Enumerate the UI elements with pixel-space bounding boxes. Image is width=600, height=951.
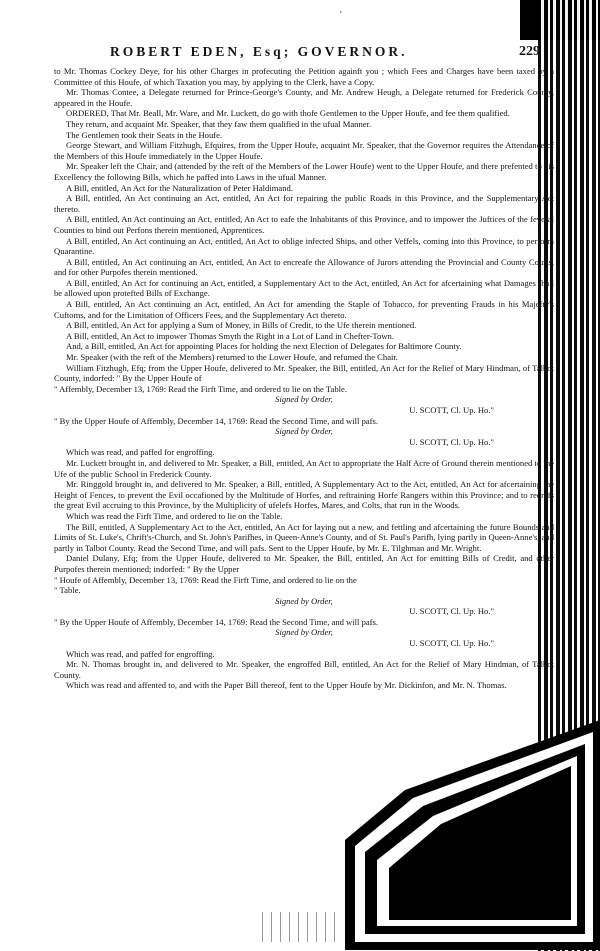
signed-by-order: Signed by Order, bbox=[275, 426, 333, 437]
paragraph: The Gentlemen took their Seats in the Houfe. bbox=[66, 129, 223, 140]
page-corner-fold bbox=[345, 720, 600, 950]
page-number: 229 bbox=[519, 44, 540, 59]
paragraph: George Stewart, and William Fitzhugh, Efquires, from the Upper Houfe, acquaint Mr. Speaker, that the Governor requires the Attendance of the Members of this Houfe immediately in the Upper Houfe. bbox=[54, 140, 554, 161]
paragraph: A Bill, entitled, An Act for applying a Sum of Money, in Bills of Credit, to the Ufe therein mentioned. bbox=[66, 320, 417, 331]
page-header bbox=[70, 44, 540, 66]
paragraph: to Mr. Thomas Cockey Deye, for his other Charges in profecuting the Petition againft you ; which Fees and Charges have been taxed by a Committee of this Houfe, of which Taxation you may, by applying to the Clerk, have a Copy. bbox=[54, 66, 554, 87]
endorsement-line: " Affembly, December 13, 1769: Read the Firft Time, and ordered to lie on the Table. bbox=[54, 383, 347, 394]
paragraph: Mr. N. Thomas brought in, and delivered to Mr. Speaker, the engroffed Bill, entitled, An Act for the Relief of Mary Hindman, of Talbot County. bbox=[54, 659, 554, 680]
paragraph: A Bill, entitled, An Act continuing an Act, entitled, An Act to oblige infected Ships, and other Veffels, coming into this Province, to perform Quarantine. bbox=[54, 235, 554, 257]
paragraph: Mr. Ringgold brought in, and delivered to Mr. Speaker, a Bill, entitled, A Supplementary Act to the Act, entitled, An Act for afcertaining the Height of Fences, to prevent the Evil occafioned by the Multitude of Horfes, and reftraining Horfe Rangers within this Province; and to redrefs the great Evil accruing to this Province, by the Multiplicity of ufelefs Horfes, Mares, and Colts, that run in the Woods. bbox=[54, 479, 554, 511]
paragraph: A Bill, entitled, An Act for continuing an Act, entitled, a Supplementary Act to the Act, entitled, An Act for afcertaining what Damages fhall be allowed upon protefted Bills of Exchange. bbox=[54, 277, 554, 299]
paragraph: The Bill, entitled, A Supplementary Act to the Act, entitled, An Act for laying out a new, and fettling and afcertaining the future Bounds and Limits of St. Luke's, Chrift's-Church, and St. John's Parifhes, in Queen-Anne's County, and of St. Paul's Parifh, lying partly in Queen-Anne's, and partly in Talbot County. Read the Second Time, and will pafs. Sent to the Upper Houfe, by Mr. E. Tilghman and Mr. Wright. bbox=[54, 521, 554, 553]
paragraph: William Fitzhugh, Efq; from the Upper Houfe, delivered to Mr. Speaker, the Bill, entitled, An Act for the Relief of Mary Hindman, of Talbot County, indorfed: " By the Upper Houfe of bbox=[54, 362, 554, 384]
paragraph: A Bill, entitled, An Act continuing an Act, entitled, An Act for repairing the public Roads in this Province, and the Supplementary Act thereto. bbox=[54, 193, 554, 214]
paragraph: Which was read and affented to, and with the Paper Bill thereof, fent to the Upper Houfe by Mr. Dickinfon, and Mr. N. Thomas. bbox=[66, 680, 507, 691]
paragraph: They return, and acquaint Mr. Speaker, that they faw them qualified in the ufual Manner. bbox=[66, 118, 372, 129]
signed-by-order: Signed by Order, bbox=[275, 595, 333, 606]
signed-by-order: Signed by Order, bbox=[275, 394, 333, 405]
paragraph: Mr. Speaker left the Chair, and (attended by the reft of the Members of the Lower Houfe) went to the Upper Houfe, and there prefented to his Excellency the following Bills, which he paffed into Laws in the ufual Manner. bbox=[54, 161, 554, 182]
paragraph: Mr. Speaker (with the reft of the Members) returned to the Lower Houfe, and refumed the Chair. bbox=[66, 352, 398, 363]
paragraph: Mr. Thomas Contee, a Delegate returned for Prince-George's County, and Mr. Andrew Heugh, a Delegate returned for Frederick County, appeared in the Houfe. bbox=[54, 87, 554, 108]
endorsement-line: " Houfe of Affembly, December 13, 1769: Read the Firft Time, and ordered to lie on the bbox=[54, 574, 357, 585]
paragraph: Which was read the Firft Time, and ordered to lie on the Table. bbox=[66, 510, 283, 521]
clerk-signature: U. SCOTT, Cl. Up. Ho." bbox=[409, 436, 494, 447]
paragraph: A Bill, entitled, An Act continuing an Act, entitled, An Act to eafe the Inhabitants of this Province, and to impower the Juftices of the feveral Counties to bind out Perfons therein mentioned, Apprentices. bbox=[54, 214, 554, 235]
endorsement-line: " By the Upper Houfe of Affembly, December 14, 1769: Read the Second Time, and will pafs. bbox=[54, 415, 379, 426]
signed-by-order: Signed by Order, bbox=[275, 627, 333, 638]
paragraph: And, a Bill, entitled, An Act for appointing Places for holding the next Election of Delegates for Baltimore County. bbox=[66, 341, 462, 352]
clerk-signature: U. SCOTT, Cl. Up. Ho." bbox=[409, 606, 494, 617]
paragraph: A Bill, entitled, An Act to impower Thomas Smyth the Right in a Lot of Land in Chefter-Town. bbox=[66, 330, 394, 341]
paragraph: A Bill, entitled, An Act for the Naturalization of Peter Haldimand. bbox=[66, 182, 293, 193]
top-mark: ' bbox=[340, 10, 342, 21]
endorsement-line: " By the Upper Houfe of Affembly, December 14, 1769: Read the Second Time, and will pafs. bbox=[54, 616, 379, 627]
endorsement-line: " Table. bbox=[54, 585, 81, 596]
gutter-marks bbox=[262, 912, 342, 942]
paragraph: Which was read, and paffed for engroffing. bbox=[66, 447, 215, 458]
clerk-signature: U. SCOTT, Cl. Up. Ho." bbox=[409, 638, 494, 649]
running-head: ROBERT EDEN, Esq; GOVERNOR. bbox=[110, 44, 408, 59]
paragraph: ORDERED, That Mr. Beall, Mr. Ware, and Mr. Luckett, do go with thofe Gentlemen to the Upper Houfe, and fee them qualified. bbox=[66, 108, 510, 119]
paragraph: Which was read, and paffed for engroffing. bbox=[66, 648, 215, 659]
paragraph: Daniel Dulany, Efq; from the Upper Houfe, delivered to Mr. Speaker, the Bill, entitled, An Act for emitting Bills of Credit, and other Purpofes therein mentioned; indorfed: " By the Upper bbox=[54, 553, 554, 574]
paragraph: A Bill, entitled, An Act continuing an Act, entitled, An Act to encreafe the Allowance of Jurors attending the Provincial and County Courts, and for other Purpofes therein mentioned. bbox=[54, 256, 554, 278]
paragraph: A Bill, entitled, An Act continuing an Act, entitled, An Act for amending the Staple of Tobacco, for preventing Frauds in his Majefty's Cuftoms, and for the Limitation of Officers Fees, and the Supplementary Act thereto. bbox=[54, 299, 554, 320]
paragraph: Mr. Luckett brought in, and delivered to Mr. Speaker, a Bill, entitled, An Act to appropriate the Half Acre of Ground therein mentioned to the Ufe of the public School in Frederick County. bbox=[54, 457, 554, 479]
clerk-signature: U. SCOTT, Cl. Up. Ho." bbox=[409, 405, 494, 415]
body-text bbox=[54, 66, 554, 691]
